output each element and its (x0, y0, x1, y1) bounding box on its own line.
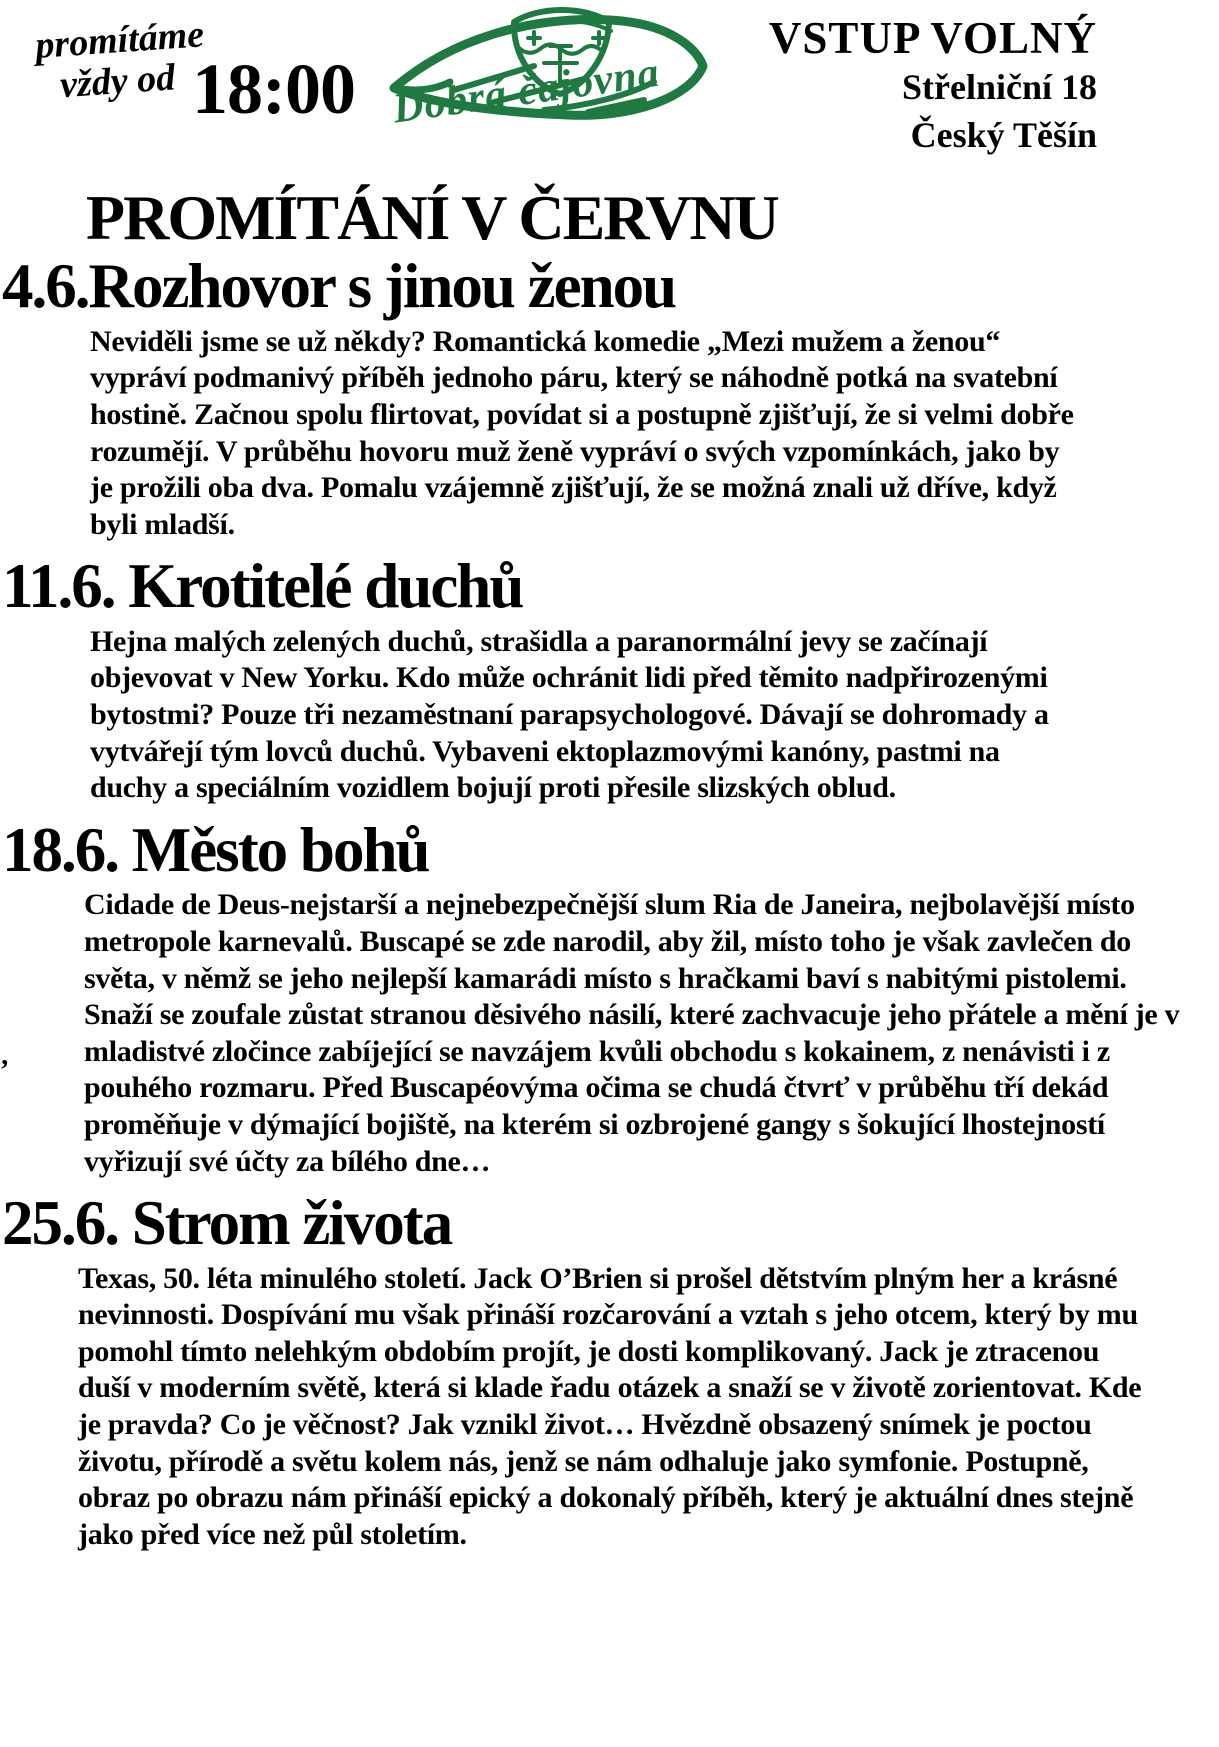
showtime-note-line2: vždy od (58, 56, 177, 107)
venue-block (769, 12, 1097, 159)
screening-section-3 (0, 815, 1219, 1180)
screening-heading: 18.6. Město bohů (2, 814, 429, 885)
screening-section-4 (0, 1188, 1219, 1553)
screening-heading: 11.6. Krotitelé duchů (2, 551, 523, 622)
showtime-note-line1: promítáme (33, 13, 206, 67)
poster-header (0, 0, 1219, 178)
screening-description: Texas, 50. léta minulého století. Jack O’Brien si prošel dětstvím plným her a krásné nevinnosti. Dospívání mu však přináší rozčarování a vztah s jeho otcem, který by mu pomohl tímto nelehkým obdobím projít, je dosti komplikovaný. Jack je ztracenou duší v moderním světě, která si klade řadu otázek a snaží se v životě zorientovat. Kde je pravda? Co je věčnost? Jak vznikl život… Hvězdně obsazený snímek je poctou životu, přírodě a světu kolem nás, jenž se nám odhaluje jako symfonie. Postupně, obraz po obrazu nám přináší epický a dokonalý příběh, který je aktuální dnes stejně jako před více než půl stoletím. (78, 1261, 1142, 1551)
screening-description: Cidade de Deus-nejstarší a nejnebezpečnější slum Ria de Janeira, nejbolavější místo metropole karnevalů. Buscapé se zde narodil, aby žil, místo toho je však zavlečen do světa, v němž se jeho nejlepší kamarádi místo s hračkami baví s nabitými pistolemi. Snaží se zoufale zůstat stranou děsivého násilí, které zachvacuje jeho přátele a mění je v mladistvé zločince zabíjející se navzájem kvůli obchodu s kokainem, z nenávisti i z pouhého rozmaru. Před Buscapéovýma očima se chudá čtvrť v průběhu tří dekád proměňuje v dýmající bojiště, na kterém si ozbrojené gangy s šokující lhostejností vyřizují své účty za bílého dne… (84, 888, 1180, 1178)
showtime-time: 18:00 (192, 49, 355, 129)
screening-section-1 (0, 251, 1219, 543)
showtime-note (34, 14, 208, 108)
logo (382, 0, 712, 133)
address-city: Český Těšín (910, 114, 1097, 155)
screening-heading: 25.6. Strom života (2, 1188, 452, 1259)
address-street: Střelniční 18 (902, 67, 1097, 107)
page-title: PROMÍTÁNÍ V ČERVNU (86, 182, 778, 253)
showtime-block (33, 13, 364, 129)
logo-name: Dobrá čajovna (390, 49, 663, 133)
screening-heading: 4.6.Rozhovor s jinou ženou (2, 251, 676, 322)
print-artifact-mark: ‚ (0, 1040, 10, 1071)
free-entry-label: VSTUP VOLNÝ (768, 13, 1097, 63)
screening-description: Hejna malých zelených duchů, strašidla a paranormální jevy se začínají objevovat v New Yorku. Kdo může ochránit lidi před těmito nadpřirozenými bytostmi? Pouze tři nezaměstnaní parapsychologové. Dávají se dohromady a vytvářejí tým lovců duchů. Vybaveni ektoplazmovými kanóny, pastmi na duchy a speciálním vozidlem bojují proti přesile slizských oblud. (90, 624, 1049, 805)
screening-description: Neviděli jsme se už někdy? Romantická komedie „Mezi mužem a ženou“ vypráví podmanivý příběh jednoho páru, který se náhodně potká na svatební hostině. Začnou spolu flirtovat, povídat si a postupně zjišťují, že si velmi dobře rozumějí. V průběhu hovoru muž ženě vypráví o svých vzpomínkách, jako by je prožili oba dva. Pomalu vzájemně zjišťují, že se možná znali už dříve, když byli mladší. (90, 324, 1074, 541)
screening-section-2 (0, 551, 1219, 807)
